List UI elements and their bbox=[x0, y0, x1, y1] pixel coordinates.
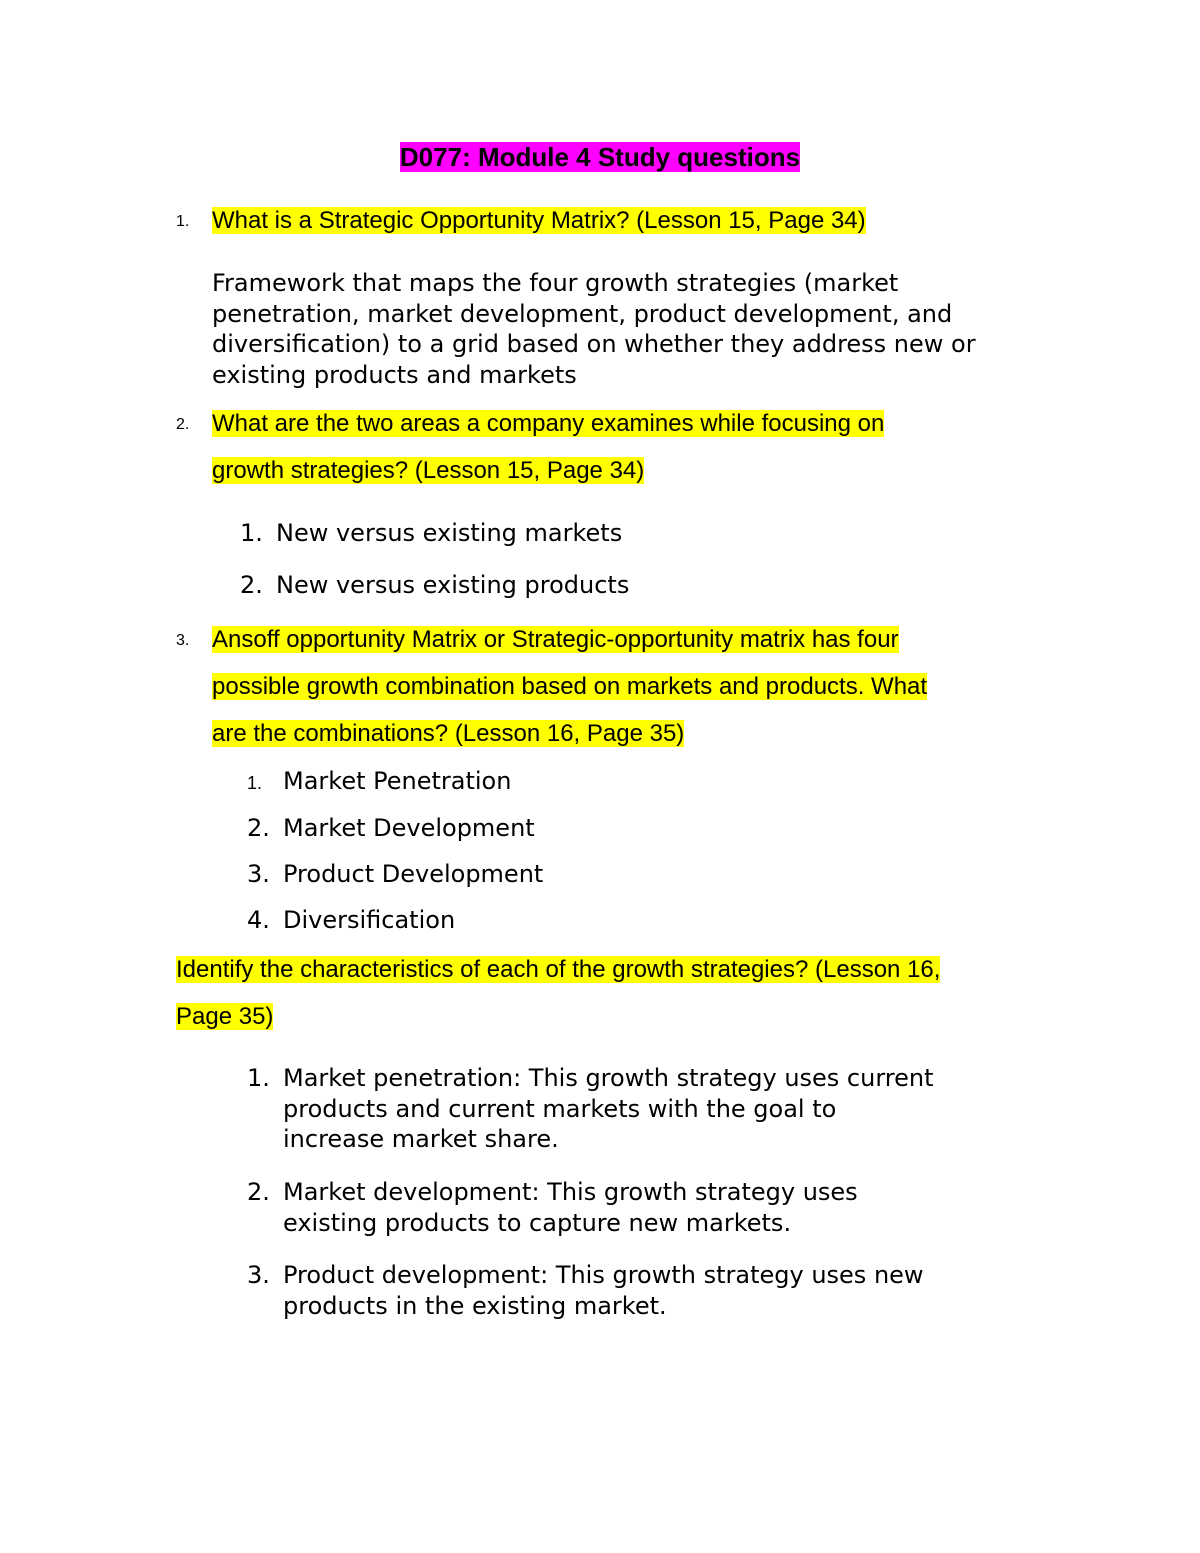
q3-item-text: Market Penetration bbox=[283, 767, 512, 795]
q2-item-text: New versus existing products bbox=[276, 571, 630, 599]
question-2-text-line-2: growth strategies? (Lesson 15, Page 34) bbox=[212, 457, 645, 484]
q3-item-text: Market Development bbox=[283, 814, 535, 842]
question-1-number: 1. bbox=[176, 213, 190, 230]
question-3-number: 3. bbox=[176, 632, 190, 649]
q2-item-number: 1. bbox=[240, 519, 263, 547]
question-1-text: What is a Strategic Opportunity Matrix? (Lesson 15, Page 34) bbox=[212, 207, 866, 234]
question-2-text-line-1: What are the two areas a company examines while focusing on bbox=[212, 410, 885, 437]
question-4-text-line-2: Page 35) bbox=[176, 1003, 274, 1030]
q4-item-text: Market penetration: This growth strategy uses current products and current markets with the goal to increase market share. bbox=[283, 1064, 934, 1153]
question-3-text-line-2: possible growth combination based on markets and products. What bbox=[212, 673, 928, 700]
title-text: D077: Module 4 Study questions bbox=[399, 142, 801, 172]
q3-item-text: Product Development bbox=[283, 860, 544, 888]
q4-item-text: Market development: This growth strategy uses existing products to capture new markets. bbox=[283, 1178, 858, 1237]
q4-item-number: 2. bbox=[247, 1178, 270, 1206]
q3-item-number: 2. bbox=[247, 814, 270, 842]
q4-item-number: 1. bbox=[247, 1064, 270, 1092]
question-3-text-line-1: Ansoff opportunity Matrix or Strategic-opportunity matrix has four bbox=[212, 626, 899, 653]
q3-item-number: 1. bbox=[247, 773, 263, 793]
document-title bbox=[0, 140, 1200, 174]
question-1-answer: Framework that maps the four growth strategies (market penetration, market development, product development, and diversification) to a grid based on whether they address new or existing products and markets bbox=[212, 269, 976, 389]
question-2-number: 2. bbox=[176, 416, 190, 433]
q4-item-number: 3. bbox=[247, 1261, 270, 1289]
question-3-text-line-3: are the combinations? (Lesson 16, Page 35) bbox=[212, 720, 685, 747]
q3-item-text: Diversification bbox=[283, 906, 456, 934]
q2-item-text: New versus existing markets bbox=[276, 519, 623, 547]
q4-item-text: Product development: This growth strategy uses new products in the existing market. bbox=[283, 1261, 924, 1320]
q3-item-number: 3. bbox=[247, 860, 270, 888]
q3-item-number: 4. bbox=[247, 906, 270, 934]
q2-item-number: 2. bbox=[240, 571, 263, 599]
question-4-text-line-1: Identify the characteristics of each of the growth strategies? (Lesson 16, bbox=[176, 956, 941, 983]
